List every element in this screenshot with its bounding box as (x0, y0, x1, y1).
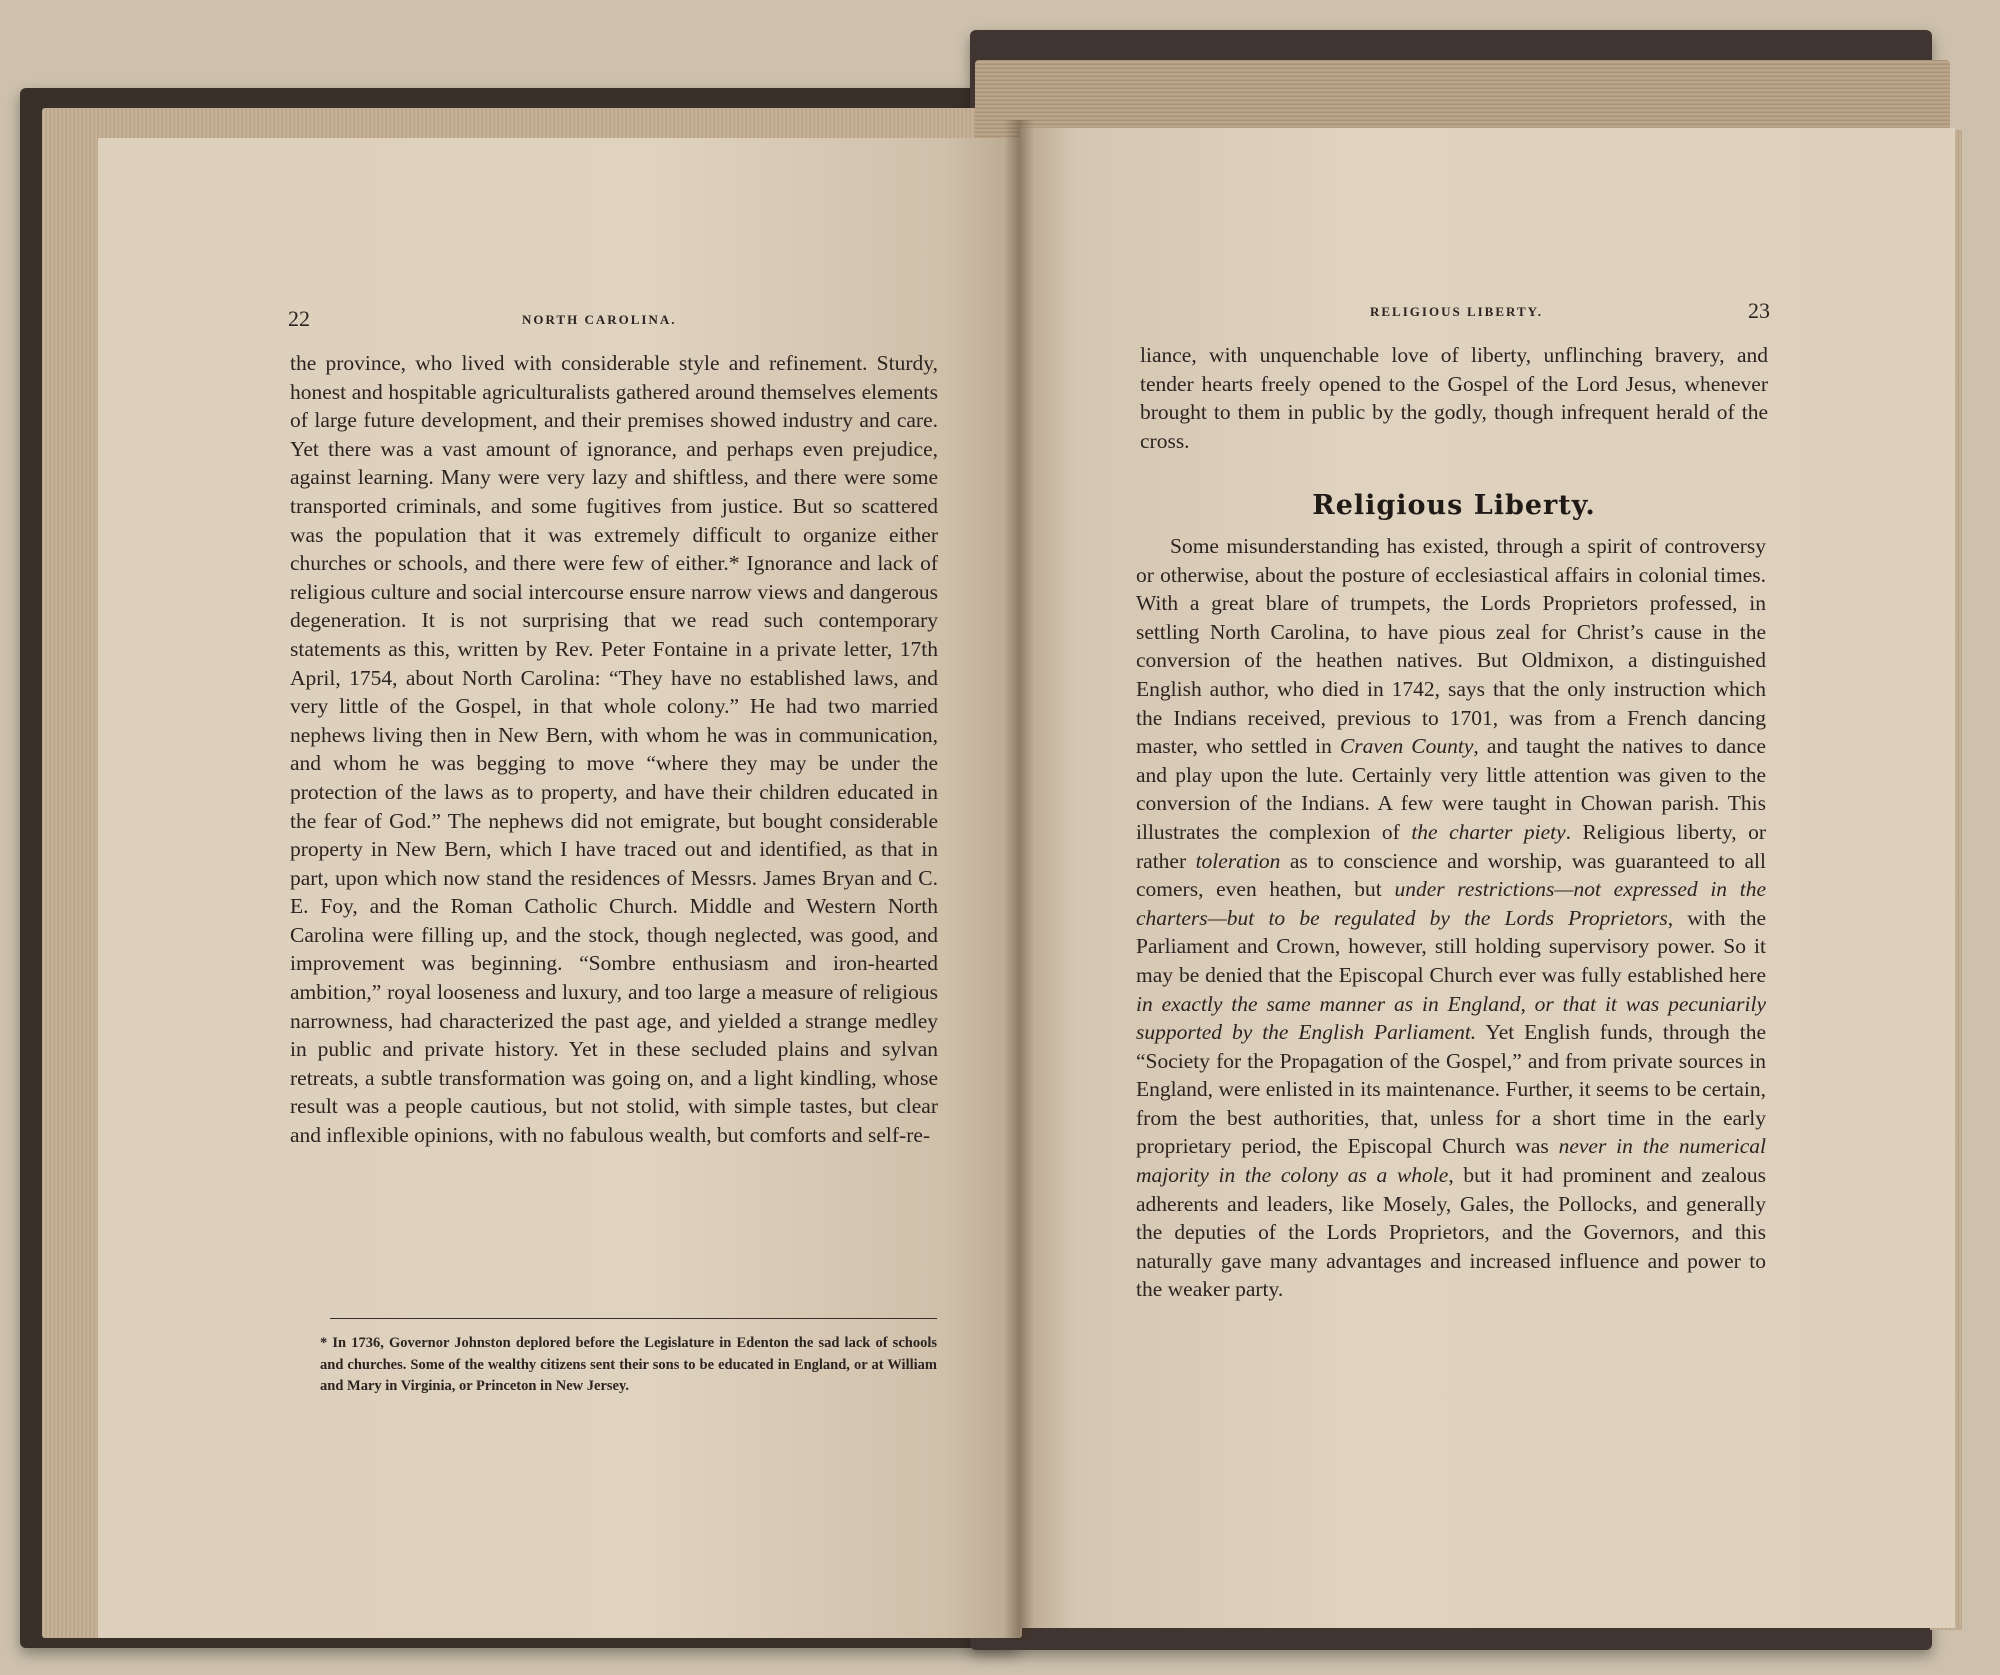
running-head-left: NORTH CAROLINA. (522, 312, 677, 327)
text-run: as to conscience and worship, was guaranteed to all comers, even heathen, but (1136, 848, 1766, 902)
text-run: , and taught the natives to dance and play upon the lute. Certainly very little attention was given to the conversion of the Indians. A few were taught in Chowan parish. This illustrates the complexion of (1136, 734, 1766, 844)
footnote-rule (330, 1318, 937, 1319)
right-page-body (1136, 532, 1766, 1304)
section-title: Religious Liberty. (1312, 490, 1596, 521)
book-gutter (1004, 120, 1034, 1640)
text-run: Some misunderstanding has existed, through a spirit of controversy or otherwise, about the posture of ecclesiastical affairs in colonial times. With a great blare of trumpets, the Lords Proprietors professed, in settling North Carolina, to have pious zeal for Christ’s cause in the conversion of the heathen natives. But Oldmixon, a distinguished English author, who died in 1742, says that the only instruction which the Indians received, previous to 1701, was from a French dancing master, who settled in (1136, 534, 1766, 759)
italic-run: in exactly the same manner as in England, or that it was pecuniarily supported by the English Parliament. (1136, 991, 1766, 1045)
italic-run: Craven County (1339, 734, 1474, 759)
text-run: Yet English funds, through the “Society for the Propagation of the Gospel,” and from private sources in England, were enlisted in its maintenance. Further, it seems to be certain, from the best authorities, that, unless for a short time in the early proprietary period, the Episcopal Church was (1136, 1020, 1767, 1159)
running-head-right: RELIGIOUS LIBERTY. (1370, 304, 1544, 319)
text-run: , but it had prominent and zealous adherents and leaders, like Mosely, Gales, the Pollocks, and generally the deputies of the Lords Proprietors, and the Governors, and this naturally gave many advantages and increased influence and power to the weaker party. (1136, 1163, 1766, 1302)
left-page-body (290, 349, 938, 1150)
italic-run: under restrictions—not expressed in the charters—but to be regulated by the Lords Proprietors (1136, 877, 1766, 930)
right-intro-text: liance, with unquenchable love of liberty, unflinching bravery, and tender hearts freely opened to the Gospel of the Lord Jesus, whenever brought to them in public by the godly, though infrequent herald of the cross. (1140, 343, 1768, 453)
italic-run: never in the numerical majority in the colony as a whole (1136, 1134, 1766, 1188)
right-page-intro (1140, 341, 1768, 455)
italic-run: the charter piety (1411, 819, 1566, 844)
footnote: * In 1736, Governor Johnston deplored before the Legislature in Edenton the sad lack of schools and churches. Some of the wealthy citizens sent their sons to be educated in England, or at William and Mary in Virginia, or Princeton in New Jersey. (320, 1335, 937, 1394)
left-body-text: the province, who lived with considerable style and refinement. Sturdy, honest and hospitable agriculturalists gathered around themselves elements of large future development, and their premises showed industry and care. Yet there was a vast amount of ignorance, and perhaps even prejudice, against learning. Many were very lazy and shiftless, and there were some transported criminals, and some fugitives from justice. But so scattered was the population that it was extremely difficult to organize either churches or schools, and there were few of either.* Ignorance and lack of religious culture and social intercourse ensure narrow views and dangerous degeneration. It is not surprising that we read such contemporary statements as this, written by Rev. Peter Fontaine in a private letter, 17th April, 1754, about North Carolina: “They have no established laws, and very little of the Gospel, in that whole colony.” He had two married nephews living then in New Bern, with whom he was in communication, and whom he was begging to move “where they may be under the protection of the laws as to property, and have their children educated in the fear of God.” The nephews did not emigrate, but bought considerable property in New Bern, which I have traced out and identified, as that in part, upon which now stand the residences of Messrs. James Bryan and C. E. Foy, and the Roman Catholic Church. Middle and Western North Carolina were filling up, and the stock, though neglected, was good, and improvement was beginning. “Sombre enthusiasm and iron-hearted ambition,” royal looseness and luxury, and too large a measure of religious narrowness, had characterized the past age, and yielded a strange medley in public and private history. Yet in these secluded plains and sylvan retreats, a subtle transformation was going on, and a light kindling, whose result was a people cautious, but not stolid, with simple tastes, but clear and inflexible opinions, with no fabulous wealth, but comforts and self-re- (290, 351, 938, 1148)
italic-run: toleration (1195, 848, 1281, 873)
right-body-paragraph (1136, 532, 1766, 1304)
page-number-left: 22 (288, 306, 310, 331)
page-number-right: 23 (1748, 298, 1770, 323)
text-run: . Religious liberty, or rather (1136, 819, 1766, 873)
text-run: , with the Parliament and Crown, however, still holding supervisory power. So it may be denied that the Episcopal Church ever was fully established here (1136, 905, 1766, 987)
